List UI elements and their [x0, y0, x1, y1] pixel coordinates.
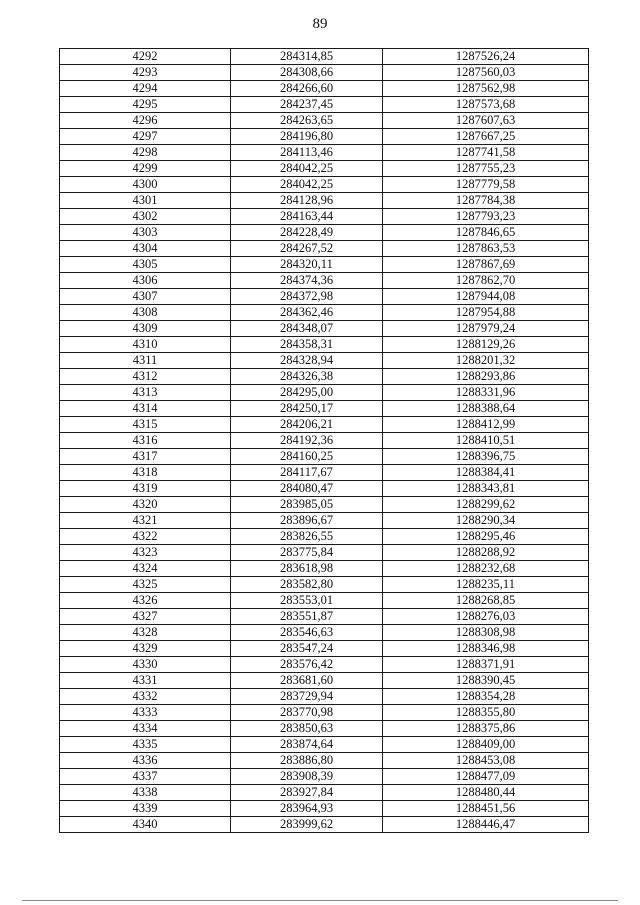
point-number-cell: 4331	[60, 673, 231, 689]
x-coordinate-cell: 284374,36	[231, 273, 383, 289]
x-coordinate-cell: 284263,65	[231, 113, 383, 129]
y-coordinate-cell: 1288390,45	[383, 673, 589, 689]
x-coordinate-cell: 284206,21	[231, 417, 383, 433]
table-row	[60, 737, 589, 753]
point-number-cell: 4304	[60, 241, 231, 257]
table-row	[60, 625, 589, 641]
table-row	[60, 529, 589, 545]
point-number-cell: 4312	[60, 369, 231, 385]
x-coordinate-cell: 283826,55	[231, 529, 383, 545]
x-coordinate-cell: 284163,44	[231, 209, 383, 225]
point-number-cell: 4301	[60, 193, 231, 209]
x-coordinate-cell: 283896,67	[231, 513, 383, 529]
table-row	[60, 577, 589, 593]
table-row	[60, 609, 589, 625]
x-coordinate-cell: 284314,85	[231, 49, 383, 65]
y-coordinate-cell: 1288409,00	[383, 737, 589, 753]
point-number-cell: 4325	[60, 577, 231, 593]
y-coordinate-cell: 1288354,28	[383, 689, 589, 705]
point-number-cell: 4314	[60, 401, 231, 417]
x-coordinate-cell: 283886,80	[231, 753, 383, 769]
x-coordinate-cell: 283546,63	[231, 625, 383, 641]
x-coordinate-cell: 283553,01	[231, 593, 383, 609]
table-row	[60, 545, 589, 561]
x-coordinate-cell: 284113,46	[231, 145, 383, 161]
table-row	[60, 305, 589, 321]
table-row	[60, 593, 589, 609]
y-coordinate-cell: 1288396,75	[383, 449, 589, 465]
table-row	[60, 417, 589, 433]
y-coordinate-cell: 1287862,70	[383, 273, 589, 289]
point-number-cell: 4296	[60, 113, 231, 129]
table-row	[60, 433, 589, 449]
table-row	[60, 465, 589, 481]
y-coordinate-cell: 1288290,34	[383, 513, 589, 529]
x-coordinate-cell: 283927,84	[231, 785, 383, 801]
y-coordinate-cell: 1288371,91	[383, 657, 589, 673]
table-row	[60, 769, 589, 785]
x-coordinate-cell: 283770,98	[231, 705, 383, 721]
y-coordinate-cell: 1287667,25	[383, 129, 589, 145]
table-row	[60, 353, 589, 369]
coordinates-table	[59, 48, 589, 833]
point-number-cell: 4332	[60, 689, 231, 705]
x-coordinate-cell: 284080,47	[231, 481, 383, 497]
x-coordinate-cell: 284117,67	[231, 465, 383, 481]
page-bottom-rule	[22, 900, 618, 901]
x-coordinate-cell: 284128,96	[231, 193, 383, 209]
x-coordinate-cell: 283908,39	[231, 769, 383, 785]
y-coordinate-cell: 1287755,23	[383, 161, 589, 177]
point-number-cell: 4319	[60, 481, 231, 497]
point-number-cell: 4294	[60, 81, 231, 97]
page-number: 89	[312, 16, 328, 32]
point-number-cell: 4297	[60, 129, 231, 145]
point-number-cell: 4326	[60, 593, 231, 609]
point-number-cell: 4315	[60, 417, 231, 433]
table-row	[60, 689, 589, 705]
point-number-cell: 4311	[60, 353, 231, 369]
y-coordinate-cell: 1288331,96	[383, 385, 589, 401]
point-number-cell: 4316	[60, 433, 231, 449]
table-row	[60, 81, 589, 97]
x-coordinate-cell: 283618,98	[231, 561, 383, 577]
y-coordinate-cell: 1288235,11	[383, 577, 589, 593]
y-coordinate-cell: 1287607,63	[383, 113, 589, 129]
point-number-cell: 4328	[60, 625, 231, 641]
table-row	[60, 657, 589, 673]
table-row	[60, 225, 589, 241]
x-coordinate-cell: 284267,52	[231, 241, 383, 257]
x-coordinate-cell: 283551,87	[231, 609, 383, 625]
x-coordinate-cell: 283681,60	[231, 673, 383, 689]
y-coordinate-cell: 1288446,47	[383, 817, 589, 833]
y-coordinate-cell: 1288232,68	[383, 561, 589, 577]
x-coordinate-cell: 283576,42	[231, 657, 383, 673]
table-row	[60, 321, 589, 337]
table-row	[60, 369, 589, 385]
point-number-cell: 4306	[60, 273, 231, 289]
table-row	[60, 721, 589, 737]
table-row	[60, 241, 589, 257]
y-coordinate-cell: 1287573,68	[383, 97, 589, 113]
point-number-cell: 4308	[60, 305, 231, 321]
table-row	[60, 97, 589, 113]
table-row	[60, 161, 589, 177]
y-coordinate-cell: 1288451,56	[383, 801, 589, 817]
table-row	[60, 705, 589, 721]
y-coordinate-cell: 1287562,98	[383, 81, 589, 97]
point-number-cell: 4295	[60, 97, 231, 113]
point-number-cell: 4299	[60, 161, 231, 177]
table-row	[60, 801, 589, 817]
y-coordinate-cell: 1288276,03	[383, 609, 589, 625]
table-row	[60, 785, 589, 801]
point-number-cell: 4329	[60, 641, 231, 657]
point-number-cell: 4322	[60, 529, 231, 545]
table-row	[60, 513, 589, 529]
table-row	[60, 337, 589, 353]
y-coordinate-cell: 1287846,65	[383, 225, 589, 241]
y-coordinate-cell: 1288388,64	[383, 401, 589, 417]
y-coordinate-cell: 1288480,44	[383, 785, 589, 801]
x-coordinate-cell: 283850,63	[231, 721, 383, 737]
x-coordinate-cell: 284266,60	[231, 81, 383, 97]
x-coordinate-cell: 283547,24	[231, 641, 383, 657]
y-coordinate-cell: 1288343,81	[383, 481, 589, 497]
x-coordinate-cell: 284042,25	[231, 161, 383, 177]
table-row	[60, 49, 589, 65]
table-row	[60, 817, 589, 833]
y-coordinate-cell: 1288201,32	[383, 353, 589, 369]
point-number-cell: 4303	[60, 225, 231, 241]
y-coordinate-cell: 1288299,62	[383, 497, 589, 513]
x-coordinate-cell: 284228,49	[231, 225, 383, 241]
table-row	[60, 449, 589, 465]
x-coordinate-cell: 283999,62	[231, 817, 383, 833]
x-coordinate-cell: 284320,11	[231, 257, 383, 273]
point-number-cell: 4323	[60, 545, 231, 561]
x-coordinate-cell: 284196,80	[231, 129, 383, 145]
point-number-cell: 4336	[60, 753, 231, 769]
table-row	[60, 561, 589, 577]
point-number-cell: 4293	[60, 65, 231, 81]
coordinates-table-body	[60, 49, 589, 833]
table-row	[60, 257, 589, 273]
x-coordinate-cell: 284160,25	[231, 449, 383, 465]
point-number-cell: 4310	[60, 337, 231, 353]
x-coordinate-cell: 283985,05	[231, 497, 383, 513]
y-coordinate-cell: 1288384,41	[383, 465, 589, 481]
point-number-cell: 4292	[60, 49, 231, 65]
y-coordinate-cell: 1288412,99	[383, 417, 589, 433]
x-coordinate-cell: 284237,45	[231, 97, 383, 113]
point-number-cell: 4321	[60, 513, 231, 529]
y-coordinate-cell: 1287944,08	[383, 289, 589, 305]
y-coordinate-cell: 1287784,38	[383, 193, 589, 209]
x-coordinate-cell: 284372,98	[231, 289, 383, 305]
x-coordinate-cell: 284192,36	[231, 433, 383, 449]
y-coordinate-cell: 1288295,46	[383, 529, 589, 545]
x-coordinate-cell: 283582,80	[231, 577, 383, 593]
table-row	[60, 753, 589, 769]
table-row	[60, 497, 589, 513]
table-row	[60, 113, 589, 129]
x-coordinate-cell: 284348,07	[231, 321, 383, 337]
y-coordinate-cell: 1287863,53	[383, 241, 589, 257]
point-number-cell: 4309	[60, 321, 231, 337]
y-coordinate-cell: 1287779,58	[383, 177, 589, 193]
point-number-cell: 4338	[60, 785, 231, 801]
x-coordinate-cell: 283729,94	[231, 689, 383, 705]
x-coordinate-cell: 284358,31	[231, 337, 383, 353]
x-coordinate-cell: 284042,25	[231, 177, 383, 193]
point-number-cell: 4324	[60, 561, 231, 577]
table-row	[60, 273, 589, 289]
y-coordinate-cell: 1287526,24	[383, 49, 589, 65]
point-number-cell: 4327	[60, 609, 231, 625]
x-coordinate-cell: 284362,46	[231, 305, 383, 321]
point-number-cell: 4320	[60, 497, 231, 513]
table-row	[60, 289, 589, 305]
table-row	[60, 209, 589, 225]
y-coordinate-cell: 1288477,09	[383, 769, 589, 785]
table-row	[60, 193, 589, 209]
point-number-cell: 4317	[60, 449, 231, 465]
table-row	[60, 673, 589, 689]
y-coordinate-cell: 1287793,23	[383, 209, 589, 225]
point-number-cell: 4302	[60, 209, 231, 225]
y-coordinate-cell: 1288268,85	[383, 593, 589, 609]
point-number-cell: 4333	[60, 705, 231, 721]
y-coordinate-cell: 1288355,80	[383, 705, 589, 721]
x-coordinate-cell: 283964,93	[231, 801, 383, 817]
point-number-cell: 4318	[60, 465, 231, 481]
table-row	[60, 145, 589, 161]
y-coordinate-cell: 1288346,98	[383, 641, 589, 657]
point-number-cell: 4307	[60, 289, 231, 305]
x-coordinate-cell: 284295,00	[231, 385, 383, 401]
point-number-cell: 4335	[60, 737, 231, 753]
x-coordinate-cell: 284328,94	[231, 353, 383, 369]
point-number-cell: 4334	[60, 721, 231, 737]
y-coordinate-cell: 1288293,86	[383, 369, 589, 385]
point-number-cell: 4340	[60, 817, 231, 833]
y-coordinate-cell: 1288308,98	[383, 625, 589, 641]
point-number-cell: 4305	[60, 257, 231, 273]
point-number-cell: 4330	[60, 657, 231, 673]
table-row	[60, 129, 589, 145]
x-coordinate-cell: 283874,64	[231, 737, 383, 753]
y-coordinate-cell: 1288288,92	[383, 545, 589, 561]
y-coordinate-cell: 1288129,26	[383, 337, 589, 353]
y-coordinate-cell: 1288410,51	[383, 433, 589, 449]
y-coordinate-cell: 1287954,88	[383, 305, 589, 321]
x-coordinate-cell: 283775,84	[231, 545, 383, 561]
table-row	[60, 385, 589, 401]
y-coordinate-cell: 1287867,69	[383, 257, 589, 273]
table-row	[60, 481, 589, 497]
x-coordinate-cell: 284250,17	[231, 401, 383, 417]
x-coordinate-cell: 284308,66	[231, 65, 383, 81]
point-number-cell: 4337	[60, 769, 231, 785]
table-row	[60, 65, 589, 81]
y-coordinate-cell: 1287560,03	[383, 65, 589, 81]
y-coordinate-cell: 1287979,24	[383, 321, 589, 337]
point-number-cell: 4298	[60, 145, 231, 161]
x-coordinate-cell: 284326,38	[231, 369, 383, 385]
y-coordinate-cell: 1287741,58	[383, 145, 589, 161]
table-row	[60, 177, 589, 193]
y-coordinate-cell: 1288453,08	[383, 753, 589, 769]
point-number-cell: 4339	[60, 801, 231, 817]
point-number-cell: 4300	[60, 177, 231, 193]
y-coordinate-cell: 1288375,86	[383, 721, 589, 737]
table-row	[60, 401, 589, 417]
table-row	[60, 641, 589, 657]
point-number-cell: 4313	[60, 385, 231, 401]
